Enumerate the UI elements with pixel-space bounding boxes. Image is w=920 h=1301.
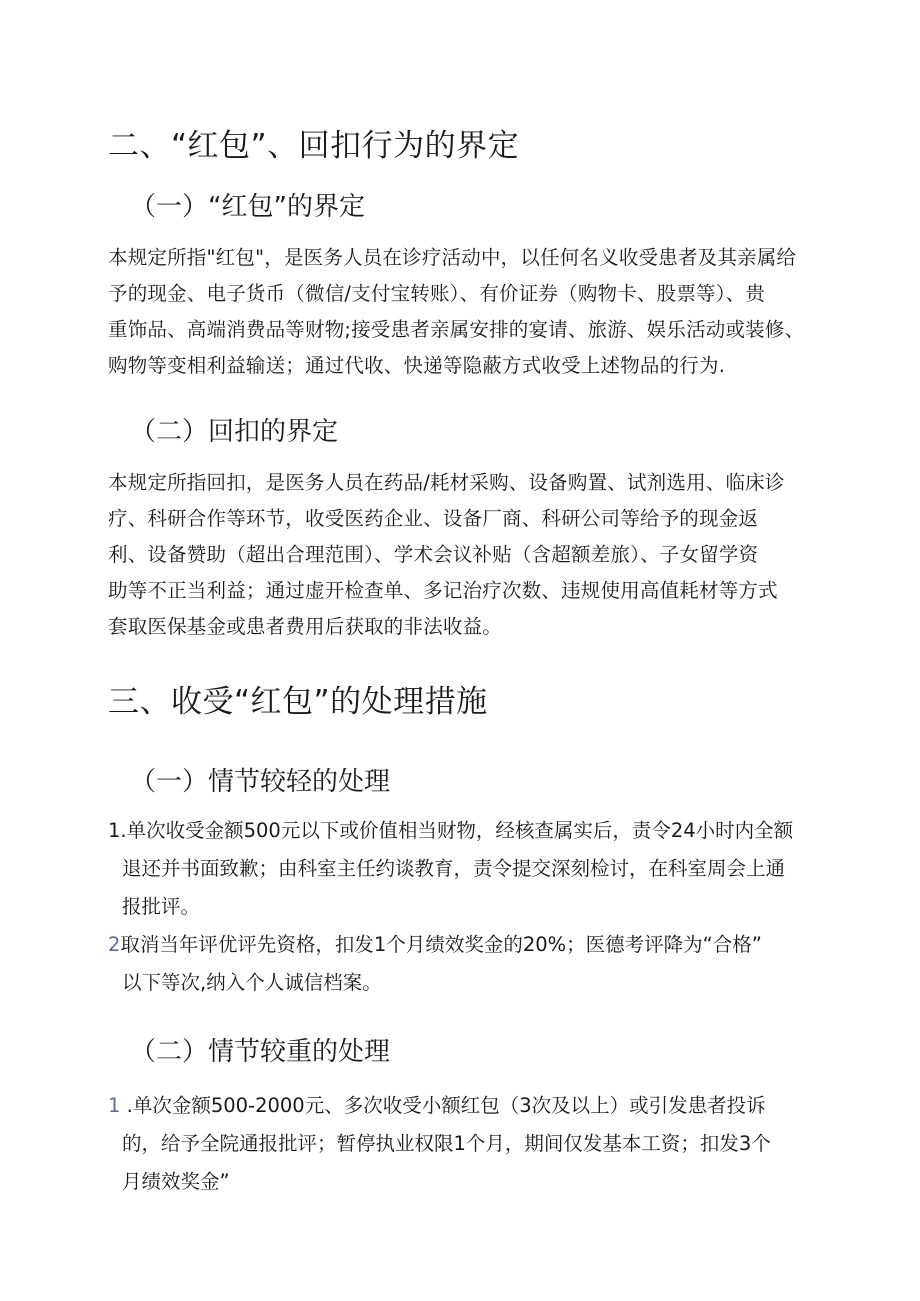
list-item-line: 月绩效奖金”: [122, 1170, 230, 1193]
paragraph-line: 重饰品、高端消费品等财物;接受患者亲属安排的宴请、旅游、娱乐活动或装修、: [108, 318, 805, 341]
list-item-number: 2: [108, 933, 121, 956]
list-item-line: 以下等次,纳入个人诚信档案。: [122, 971, 382, 994]
paragraph-line: 购物等变相利益输送；通过代收、快递等隐蔽方式收受上述物品的行为.: [108, 354, 726, 377]
list-item-line: 的，给予全院通报批评；暂停执业权限1个月，期间仅发基本工资；扣发3个: [122, 1132, 771, 1155]
list-item-line: 1.单次收受金额500元以下或价值相当财物，经核查属实后，责令24小时内全额: [108, 819, 794, 842]
paragraph-line: 利、设备赞助（超出合理范围）、学术会议补贴（含超额差旅）、子女留学资: [108, 543, 759, 566]
list-item: [108, 1087, 818, 1201]
section-3-heading: 三、收受“红包”的处理措施: [108, 684, 488, 720]
list-item-number: 1.: [108, 819, 127, 842]
list-item: [108, 812, 818, 926]
section-3-2-heading: （二）情节较重的处理: [130, 1037, 391, 1067]
list-item-number: 1: [108, 1094, 121, 1117]
paragraph-line: 本规定所指"红包"，是医务人员在诊疗活动中，以任何名义收受患者及其亲属给: [108, 246, 797, 269]
list-item-line: 报批评。: [122, 895, 201, 918]
list-item: [108, 926, 818, 1002]
paragraph-line: 助等不正当利益；通过虚开检查单、多记治疗次数、违规使用高值耗材等方式: [108, 579, 778, 602]
section-2-1-heading: （一）“红包”的界定: [130, 192, 365, 222]
list-item-line: 1 .单次金额500-2000元、多次收受小额红包（3次及以上）或引发患者投诉: [108, 1094, 766, 1117]
paragraph-line: 疗、科研合作等环节，收受医药企业、设备厂商、科研公司等给予的现金返: [108, 507, 759, 530]
section-2-heading: 二、“红包”、回扣行为的界定: [108, 128, 520, 164]
section-2-2-paragraph: [108, 465, 818, 645]
paragraph-line: 本规定所指回扣，是医务人员在药品/耗材采购、设备购置、试剂选用、临床诊: [108, 471, 785, 494]
paragraph-line: 予的现金、电子货币（微信/支付宝转账）、有价证券（购物卡、股票等）、贵: [108, 282, 766, 305]
section-2-1-paragraph: [108, 240, 818, 384]
section-2-2-heading: （二）回扣的界定: [130, 417, 339, 447]
section-3-1-heading: （一）情节较轻的处理: [130, 767, 391, 797]
list-item-line: 退还并书面致歉；由科室主任约谈教育，责令提交深刻检讨，在科室周会上通: [122, 857, 786, 880]
list-item-line: 2取消当年评优评先资格，扣发1个月绩效奖金的20%；医德考评降为“合格”: [108, 933, 762, 956]
paragraph-line: 套取医保基金或患者费用后获取的非法收益。: [108, 615, 503, 638]
